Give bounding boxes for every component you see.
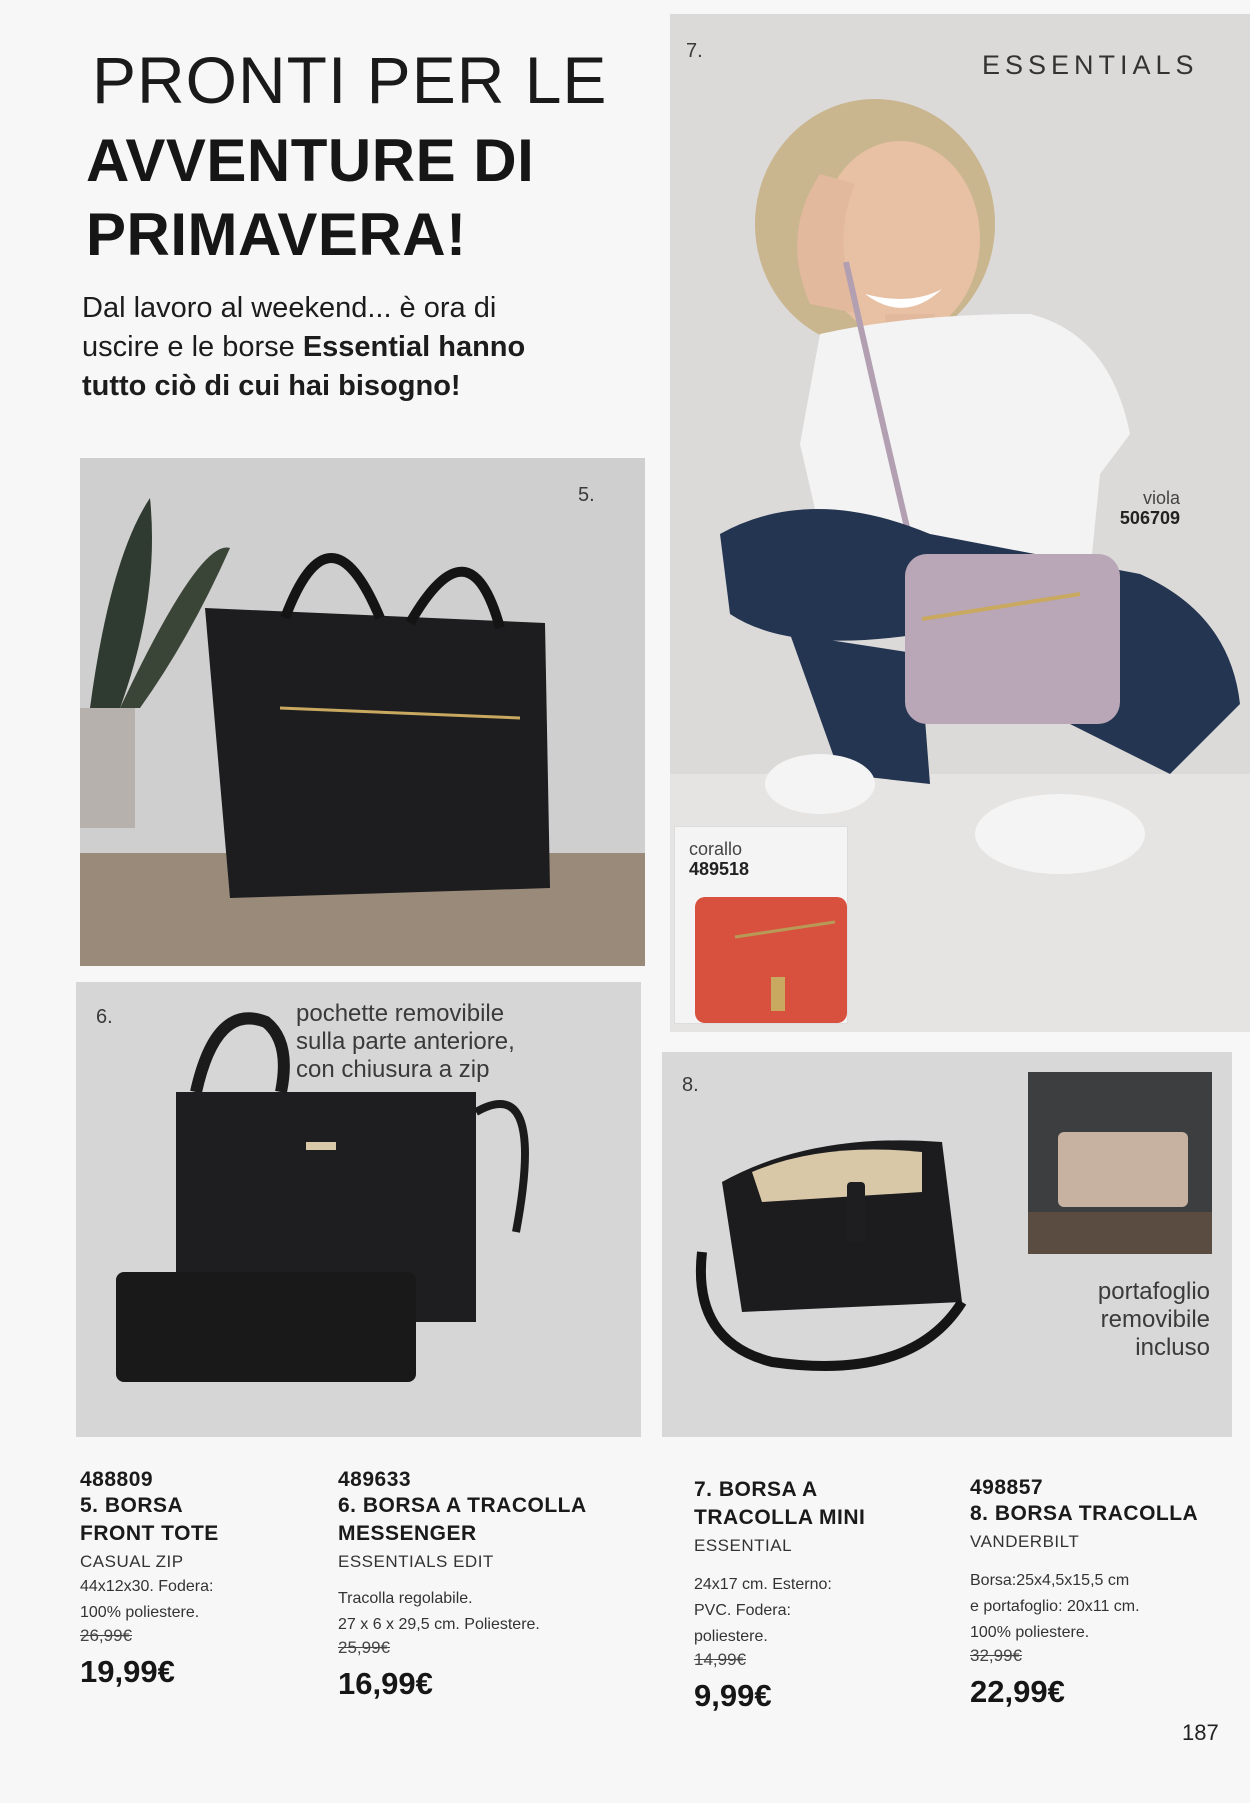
price: 9,99€ [694, 1678, 772, 1713]
intro-line-2 [82, 331, 525, 364]
product-desc-line-2: PVC. Fodera: [694, 1602, 791, 1619]
product-name-line-1: 7. BORSA A [694, 1478, 818, 1501]
photo-front-tote [80, 458, 645, 966]
product-name-line-1: 8. BORSA TRACOLLA [970, 1502, 1199, 1525]
intro-line-3: tutto ciò di cui hai bisogno! [82, 370, 461, 402]
product-front-tote [80, 1468, 300, 1690]
product-desc-line-1: Borsa:25x4,5x15,5 cm [970, 1572, 1130, 1589]
coral-color-name: corallo [689, 839, 743, 859]
wallet-inset [1028, 1072, 1212, 1254]
product-desc-line-2: 100% poliestere. [80, 1604, 200, 1621]
product-desc-line-2: e portafoglio: 20x11 cm. [970, 1598, 1140, 1615]
viola-code: 506709 [1119, 508, 1180, 528]
product-desc-line-1: 44x12x30. Fodera: [80, 1578, 214, 1595]
product-name-line-2: MESSENGER [338, 1522, 477, 1545]
product-desc-line-3: poliestere. [694, 1628, 768, 1645]
product-subtitle: ESSENTIAL [694, 1536, 793, 1555]
wallet-callout-line-2: removibile [1100, 1306, 1210, 1333]
old-price: 26,99€ [80, 1626, 132, 1645]
product-desc-line-2: 27 x 6 x 29,5 cm. Poliestere. [338, 1616, 540, 1633]
price: 16,99€ [338, 1666, 433, 1701]
product-name-line-2: TRACOLLA MINI [694, 1506, 866, 1529]
item-number-6: 6. [96, 1006, 113, 1028]
intro-line-1: Dal lavoro al weekend... è ora di [82, 292, 497, 324]
page-number: 187 [1182, 1720, 1219, 1745]
tote-illustration [80, 458, 645, 966]
product-vanderbilt [970, 1476, 1230, 1710]
wallet-illustration [1028, 1072, 1212, 1254]
product-subtitle: VANDERBILT [970, 1532, 1080, 1551]
product-code: 488809 [80, 1468, 154, 1491]
item-number-8: 8. [682, 1074, 699, 1096]
product-tracolla-mini [694, 1476, 934, 1714]
item-number-7: 7. [686, 40, 703, 62]
brand-label: ESSENTIALS [982, 50, 1199, 80]
headline-line-3: PRIMAVERA! [86, 201, 467, 268]
old-price: 14,99€ [694, 1650, 746, 1669]
intro-line-2-regular: uscire e le borse [82, 331, 303, 363]
product-desc-line-1: 24x17 cm. Esterno: [694, 1576, 832, 1593]
intro-line-2-bold: Essential hanno [302, 331, 526, 363]
product-subtitle: ESSENTIALS EDIT [338, 1552, 494, 1571]
price: 19,99€ [80, 1654, 175, 1689]
product-name-line-1: 6. BORSA A TRACOLLA [338, 1494, 587, 1517]
messenger-callout-line-2: sulla parte anteriore, [296, 1028, 515, 1055]
old-price: 25,99€ [338, 1638, 390, 1657]
headline-line-2: AVVENTURE DI [86, 127, 535, 194]
price: 22,99€ [970, 1674, 1065, 1709]
coral-swatch-label [689, 839, 749, 879]
messenger-callout-line-3: con chiusura a zip [296, 1056, 490, 1083]
product-desc-line-1: Tracolla regolabile. [338, 1590, 473, 1607]
product-messenger [338, 1468, 638, 1702]
messenger-callout-line-1: pochette removibile [296, 1000, 505, 1027]
viola-color-name: viola [1142, 488, 1180, 508]
product-subtitle: CASUAL ZIP [80, 1552, 184, 1571]
coral-swatch-inset [674, 826, 848, 1024]
viola-swatch-label [1090, 488, 1180, 528]
product-code: 498857 [970, 1476, 1044, 1499]
product-name-line-1: 5. BORSA [80, 1494, 184, 1517]
wallet-callout-line-1: portafoglio [1097, 1278, 1210, 1305]
wallet-callout-line-3: incluso [1135, 1334, 1210, 1361]
old-price: 32,99€ [970, 1646, 1022, 1665]
product-name-line-2: FRONT TOTE [80, 1522, 219, 1545]
product-desc-line-3: 100% poliestere. [970, 1624, 1090, 1641]
product-code: 489633 [338, 1468, 412, 1491]
item-number-5: 5. [578, 484, 595, 506]
wallet-callout [1030, 1278, 1210, 1362]
headline-line-1: PRONTI PER LE [92, 43, 608, 117]
messenger-callout [296, 1000, 515, 1084]
coral-code: 489518 [689, 859, 750, 879]
